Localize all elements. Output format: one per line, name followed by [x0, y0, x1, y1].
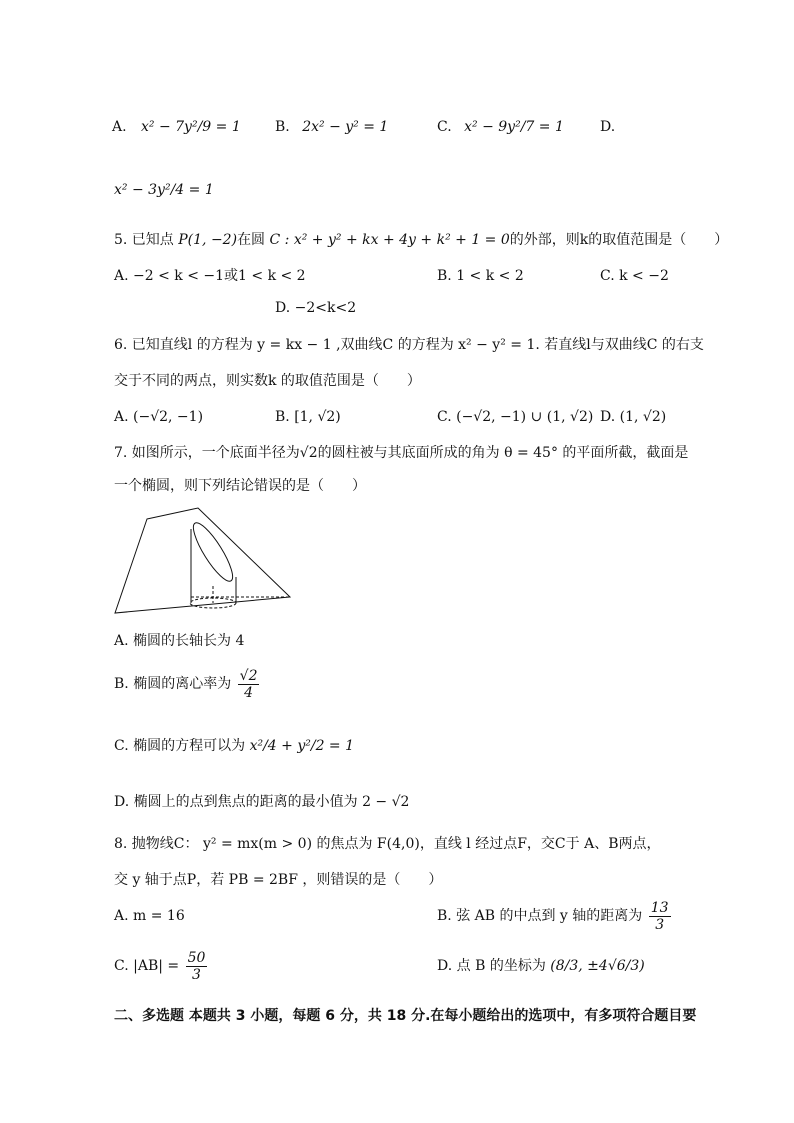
q8-stem-line2: 交 y 轴于点P，若 PB = 2BF ，则错误的是（ ） [114, 872, 443, 888]
q7-option-c [114, 736, 354, 756]
q7-stem-line1: 7. 如图所示，一个底面半径为√2的圆柱被与其底面所成的角为 θ = 45° 的平面所截，截面是 [114, 445, 689, 461]
q8-c-num: 50 [187, 949, 206, 966]
q8-b-den: 3 [655, 916, 665, 933]
q4-b-expr: 2x² − y² = 1 [302, 119, 389, 135]
q4-option-d-label: D. [600, 119, 616, 135]
q7-option-a: A. 椭圆的长轴长为 4 [114, 633, 245, 649]
q8-b-prefix: B. 弦 AB 的中点到 y 轴的距离为 [437, 908, 643, 924]
q4-a-expr: x² − 7y²/9 = 1 [141, 119, 241, 135]
q8-stem-line1: 8. 抛物线C： y² = mx(m > 0) 的焦点为 F(4,0)，直线 l 经过点F，交C于 A、B两点， [114, 836, 661, 852]
cylinder-section-figure [112, 505, 297, 617]
q7-option-b [114, 666, 261, 702]
q7-c-prefix: C. 椭圆的方程可以为 [114, 738, 246, 754]
q7-b-den: 4 [244, 684, 254, 701]
q4-option-a [112, 117, 241, 137]
q4-c-expr: x² − 9y²/7 = 1 [464, 119, 564, 135]
q8-b-num: 13 [650, 899, 669, 916]
q8-d-point: (8/3, ±4√6/3) [550, 958, 645, 974]
q6-stem-line2: 交于不同的两点，则实数k 的取值范围是（ ） [114, 373, 421, 389]
q5-option-a: A. −2 < k < −1或1 < k < 2 [114, 268, 306, 284]
q8-option-d [437, 956, 645, 976]
q6-stem-line1: 6. 已知直线l 的方程为 y = kx − 1 ,双曲线C 的方程为 x² − y² = 1. 若直线l与双曲线C 的右支 [114, 337, 704, 353]
q8-option-c [114, 948, 209, 984]
q8-c-prefix: C. |AB| = [114, 958, 180, 974]
q5-stem-prefix: 5. 已知点 [114, 232, 174, 248]
q5-stem-mid: 在圆 [237, 232, 266, 248]
q7-b-prefix: B. 椭圆的离心率为 [114, 676, 232, 692]
q5-option-c: C. k < −2 [600, 268, 669, 284]
q4-a-label: A. [112, 119, 127, 135]
q4-option-d-expr: x² − 3y²/4 = 1 [114, 182, 214, 198]
q8-d-prefix: D. 点 B 的坐标为 [437, 958, 546, 974]
q7-option-d: D. 椭圆上的点到焦点的距离的最小值为 2 − √2 [114, 794, 410, 810]
section2-heading: 二、多选题 本题共 3 小题，每题 6 分，共 18 分.在每小题给出的选项中，有多项符合题目要 [114, 1008, 697, 1024]
q6-option-a: A. (−√2, −1) [114, 409, 204, 425]
q6-option-c: C. (−√2, −1) ∪ (1, √2) [437, 409, 594, 425]
q5-circle: C : x² + y² + kx + 4y + k² + 1 = 0 [269, 232, 510, 248]
q8-c-fraction [186, 950, 208, 983]
q7-b-num: √2 [239, 667, 258, 684]
q4-option-b [275, 117, 388, 137]
q5-point: P(1, −2) [178, 232, 238, 248]
q5-option-d: D. −2<k<2 [275, 300, 357, 316]
q8-option-b [437, 898, 673, 934]
q8-b-fraction [649, 900, 671, 933]
q5-stem [114, 230, 728, 250]
q4-b-label: B. [275, 119, 290, 135]
q5-option-b: B. 1 < k < 2 [437, 268, 524, 284]
q8-option-a: A. m = 16 [114, 908, 185, 924]
q6-option-b: B. [1, √2) [275, 409, 341, 425]
q4-option-c [437, 117, 564, 137]
q7-stem-line2: 一个椭圆，则下列结论错误的是（ ） [114, 478, 366, 494]
q6-option-d: D. (1, √2) [600, 409, 667, 425]
ellipse-section [187, 518, 238, 585]
q8-c-den: 3 [192, 966, 201, 983]
q7-c-eq: x²/4 + y²/2 = 1 [249, 738, 355, 754]
q5-stem-suffix: 的外部，则k的取值范围是（ ） [509, 232, 729, 248]
q4-c-label: C. [437, 119, 452, 135]
q7-b-fraction [238, 668, 260, 701]
